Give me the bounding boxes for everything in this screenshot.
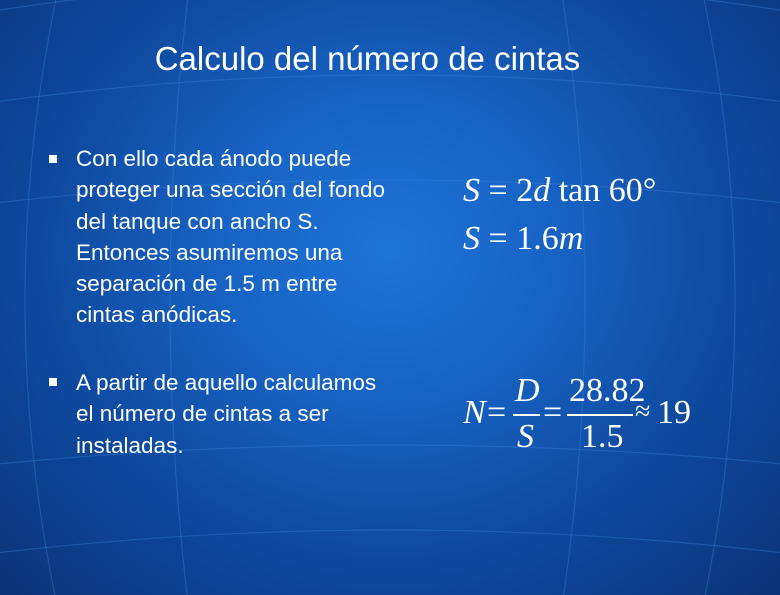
bullet-text-1: Con ello cada ánodo puede proteger una sección del fondo del tanque con ancho S. Entonces asumiremos una separación de 1.5 m entre cintas anódicas. xyxy=(76,146,385,328)
eq1-equals: = xyxy=(488,172,508,209)
eq1-var: d xyxy=(533,172,551,209)
eq3-den1: S xyxy=(517,418,534,455)
equation-n-count xyxy=(463,372,703,462)
eq1-arg: 60° xyxy=(608,172,657,209)
fraction-bar-2 xyxy=(567,414,633,416)
eq3-approx: ≈ xyxy=(635,396,651,427)
slide-title: Calculo del número de cintas xyxy=(154,40,581,77)
eq1-func: tan xyxy=(558,172,601,209)
eq3-equals-1: = xyxy=(487,394,507,431)
eq3-equals-2: = xyxy=(543,394,563,431)
eq1-coef: 2 xyxy=(516,172,534,209)
eq2-equals: = xyxy=(488,220,508,257)
eq3-lhs: N xyxy=(463,394,486,431)
eq2-value: 1.6 xyxy=(516,220,559,257)
eq3-den2: 1.5 xyxy=(581,418,624,455)
eq3-num1: D xyxy=(515,372,540,409)
bullet-marker-1 xyxy=(49,155,57,163)
eq2-unit: m xyxy=(558,220,584,257)
eq3-num2: 28.82 xyxy=(569,372,646,409)
eq3-result: 19 xyxy=(657,394,691,431)
equation-s-tan xyxy=(463,172,656,210)
eq2-lhs: S xyxy=(463,220,480,257)
eq1-lhs: S xyxy=(463,172,480,209)
bullet-text-2: A partir de aquello calculamos el número de cintas a ser instaladas. xyxy=(76,370,377,458)
equation-s-value xyxy=(463,220,583,258)
bullet-marker-2 xyxy=(49,378,57,386)
fraction-bar-1 xyxy=(513,414,540,416)
